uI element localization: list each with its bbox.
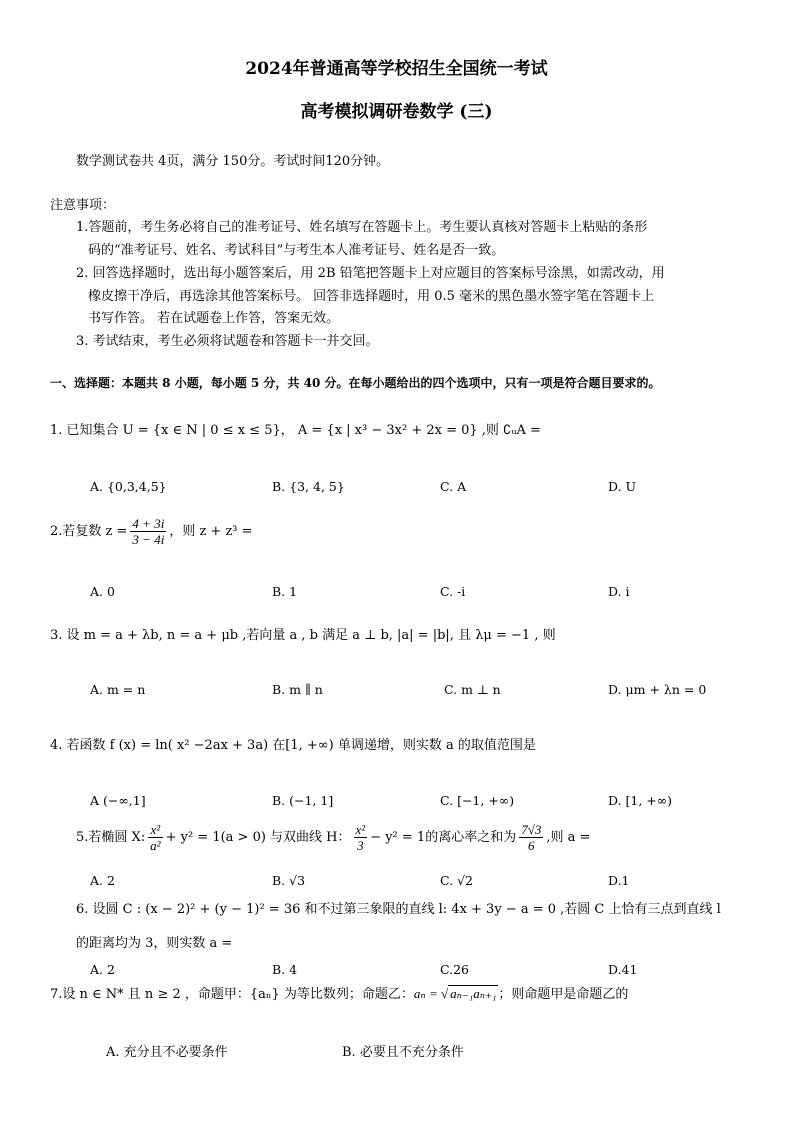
q5-option-c: C. √2 — [440, 873, 473, 888]
q6-option-d: D.41 — [608, 962, 638, 977]
q7-part-1: 7.设 n ∈ N* 且 n ≥ 2 ，命题甲：{aₙ} 为等比数列；命题乙： — [50, 987, 414, 1002]
notes-heading: 注意事项： — [50, 198, 116, 213]
q3-option-b: B. m ∥ n — [272, 682, 323, 697]
note-1-line-2: 码的“准考证号、姓名、考试科目”与考生本人准考证号、姓名是否一致。 — [88, 243, 505, 258]
question-5-stem — [76, 822, 590, 853]
q2-option-d: D. i — [608, 584, 630, 599]
q5-fraction-1-denominator: a² — [150, 838, 161, 853]
q1-option-a: A. {0,3,4,5} — [90, 479, 167, 494]
q7-option-a: A. 充分且不必要条件 — [106, 1045, 228, 1060]
exam-title: 2024年普通高等学校招生全国统一考试 — [245, 59, 548, 79]
q1-option-d: D. U — [608, 479, 637, 494]
q2-option-c: C. -i — [440, 584, 466, 599]
q5-part-2: + y² = 1(a > 0) 与双曲线 H： — [165, 830, 351, 845]
q2-fraction-numerator: 4 + 3i — [132, 516, 165, 531]
note-1-line-1: 1.答题前，考生务必将自己的准考证号、姓名填写在答题卡上。考生要认真核对答题卡上粘贴的条形 — [76, 220, 648, 235]
q7-part-2: aₙ = — [413, 986, 441, 1001]
q4-option-b: B. (−1, 1] — [272, 793, 334, 808]
q5-part-3: − y² = 1的离心率之和为 — [370, 830, 517, 845]
q7-part-3: ；则命题甲是命题乙的 — [498, 987, 629, 1002]
q5-fraction-3-denominator: 6 — [528, 838, 535, 853]
q6-option-a: A. 2 — [90, 962, 115, 977]
q5-option-b: B. √3 — [272, 873, 306, 888]
q5-fraction-2 — [354, 822, 368, 853]
q7-option-b: B. 必要且不充分条件 — [342, 1045, 464, 1060]
q5-fraction-1 — [148, 822, 162, 853]
note-3: 3. 考试结束，考生必须将试题卷和答题卡一并交回。 — [76, 334, 379, 349]
q2-suffix: ，则 z + z³ = — [169, 524, 253, 539]
q5-fraction-3 — [519, 822, 543, 853]
question-3-stem: 3. 设 m = a + λb, n = a + μb ,若向量 a , b 满足 a ⊥ b, |a| = |b|, 且 λμ = −1 , 则 — [50, 628, 556, 643]
q2-option-b: B. 1 — [272, 584, 298, 599]
question-1-stem: 1. 已知集合 U = {x ∈ N | 0 ≤ x ≤ 5}， A = {x | x³ − 3x² + 2x = 0} ,则 ∁ᵤA = — [50, 423, 541, 438]
q6-option-b: B. 4 — [272, 962, 298, 977]
q5-option-d: D.1 — [608, 873, 630, 888]
q7-sqrt-sign: √ — [440, 986, 449, 1001]
question-4-stem: 4. 若函数 f (x) = ln( x² −2ax + 3a) 在[1, +∞) 单调递增，则实数 a 的取值范围是 — [50, 738, 536, 753]
q1-option-c: C. A — [440, 479, 467, 494]
note-2-line-3: 书写作答。 若在试题卷上作答，答案无效。 — [88, 311, 340, 326]
question-2-stem — [50, 516, 253, 547]
question-6-line-1: 6. 设圆 C : (x − 2)² + (y − 1)² = 36 和不过第三象限的直线 l: 4x + 3y − a = 0 ,若圆 C 上恰有三点到直线 l — [76, 902, 721, 917]
q5-part-4: ,则 a = — [546, 830, 591, 845]
exam-info: 数学测试卷共 4页，满分 150分。考试时间120分钟。 — [76, 154, 390, 169]
q7-radicand: aₙ₋₁aₙ₊₁ — [450, 986, 497, 1001]
q5-fraction-2-numerator: x² — [355, 822, 366, 837]
q2-option-a: A. 0 — [90, 584, 115, 599]
q5-fraction-1-numerator: x² — [148, 822, 162, 838]
q2-fraction-denominator: 3 − 4i — [132, 532, 165, 547]
q2-prefix: 2.若复数 z = — [50, 524, 128, 539]
q4-option-d: D. [1, +∞) — [608, 793, 673, 808]
q3-option-a: A. m = n — [90, 682, 146, 697]
q2-fraction — [130, 516, 166, 547]
note-2-line-2: 橡皮擦干净后，再选涂其他答案标号。 回答非选择题时，用 0.5 毫米的黑色墨水签字笔在答题卡上 — [88, 289, 655, 304]
question-7-stem — [50, 983, 628, 1002]
q1-option-b: B. {3, 4, 5} — [272, 479, 345, 494]
q5-fraction-3-numerator: 7√3 — [521, 822, 542, 837]
q5-fraction-2-denominator: 3 — [357, 838, 364, 853]
q3-option-c: C. m ⊥ n — [444, 682, 501, 697]
q5-option-a: A. 2 — [90, 873, 115, 888]
section-1-heading: 一、选择题：本题共 8 小题，每小题 5 分，共 40 分。在每小题给出的四个选项中，只有一项是符合题目要求的。 — [50, 376, 661, 390]
exam-subtitle: 高考模拟调研卷数学 (三) — [300, 102, 493, 122]
question-6-line-2: 的距离均为 3，则实数 a = — [76, 936, 233, 951]
q4-option-c: C. [−1, +∞) — [440, 793, 515, 808]
q5-part-1: 5.若椭圆 X: — [76, 830, 146, 845]
note-2-line-1: 2. 回答选择题时，选出每小题答案后，用 2B 铅笔把答题卡上对应题目的答案标号涂黑，如需改动，用 — [76, 266, 665, 281]
q4-option-a: A (−∞,1] — [90, 793, 146, 808]
q3-option-d: D. μm + λn = 0 — [608, 682, 707, 697]
q6-option-c: C.26 — [440, 962, 469, 977]
